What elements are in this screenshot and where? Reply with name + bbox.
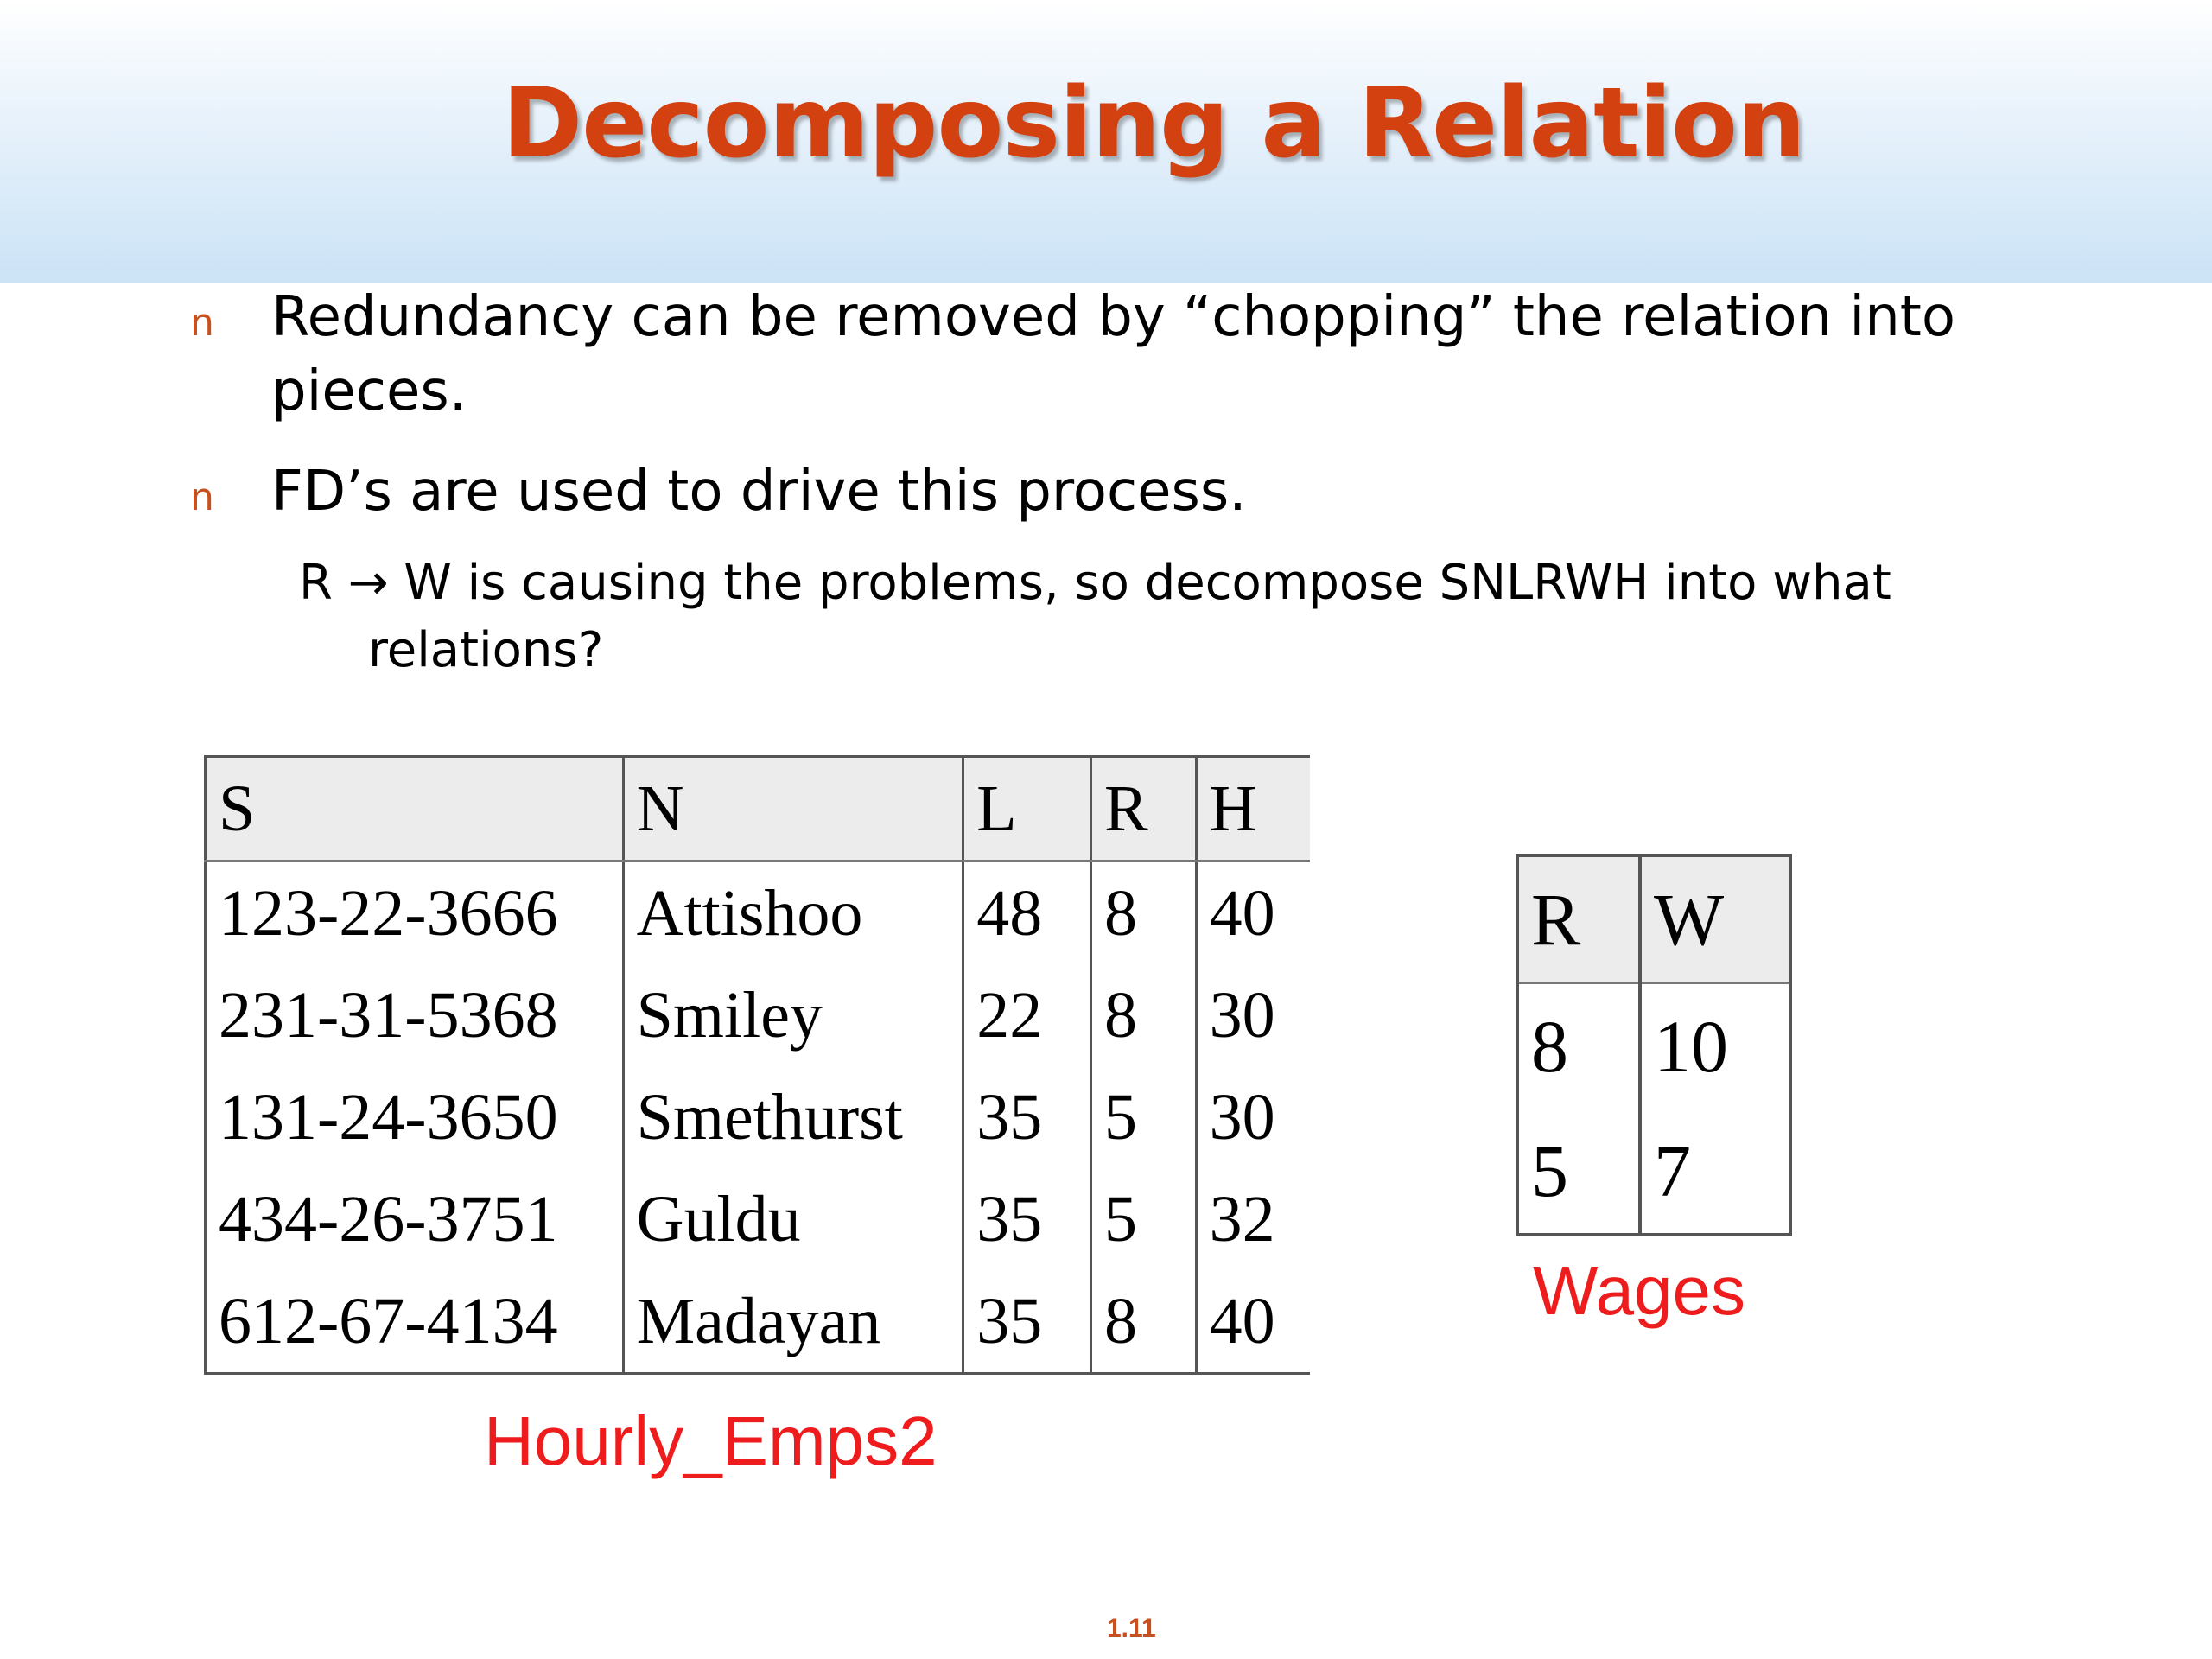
- table-row: [206, 1168, 1311, 1270]
- table-row: [1517, 1109, 1790, 1235]
- table-cell: 131-24-3650: [206, 1066, 624, 1168]
- column-header: R: [1090, 757, 1196, 861]
- table-cell: 35: [963, 1270, 1091, 1374]
- table-cell: 10: [1640, 983, 1790, 1109]
- table-row: [206, 964, 1311, 1066]
- table-row: [206, 1066, 1311, 1168]
- bullet-marker-2: n: [190, 475, 214, 519]
- table-row: [1517, 983, 1790, 1109]
- column-header: R: [1517, 855, 1640, 983]
- table-cell: 48: [963, 861, 1091, 965]
- table-cell: 5: [1090, 1168, 1196, 1270]
- table-header-row: [206, 757, 1311, 861]
- table-cell: Attishoo: [623, 861, 963, 965]
- table-cell: 231-31-5368: [206, 964, 624, 1066]
- table-cell: 5: [1517, 1109, 1640, 1235]
- table-cell: 612-67-4134: [206, 1270, 624, 1374]
- table-row: [206, 1270, 1311, 1374]
- bullet-2-line-1: FD’s are used to drive this process.: [271, 460, 1247, 524]
- table-cell: 5: [1090, 1066, 1196, 1168]
- table-cell: 22: [963, 964, 1091, 1066]
- table-cell: 35: [963, 1168, 1091, 1270]
- sub-bullet-line-1: R → W is causing the problems, so decompose SNLRWH into what: [299, 555, 1891, 611]
- bullet-marker-1: n: [190, 301, 214, 345]
- table-cell: 7: [1640, 1109, 1790, 1235]
- table-cell: 32: [1196, 1168, 1310, 1270]
- column-header: W: [1640, 855, 1790, 983]
- bullet-1-line-2: pieces.: [271, 359, 467, 423]
- table-cell: 35: [963, 1066, 1091, 1168]
- table-cell: Guldu: [623, 1168, 963, 1270]
- table-header-row: [1517, 855, 1790, 983]
- table-cell: 40: [1196, 1270, 1310, 1374]
- table-cell: 8: [1517, 983, 1640, 1109]
- table-cell: 8: [1090, 1270, 1196, 1374]
- hourly-emps2-table: [204, 755, 1310, 1375]
- table-cell: Smethurst: [623, 1066, 963, 1168]
- table-cell: 40: [1196, 861, 1310, 965]
- table-cell: 30: [1196, 1066, 1310, 1168]
- table-cell: 8: [1090, 964, 1196, 1066]
- table-cell: 123-22-3666: [206, 861, 624, 965]
- table-cell: 434-26-3751: [206, 1168, 624, 1270]
- table-cell: Smiley: [623, 964, 963, 1066]
- table-row: [206, 861, 1311, 965]
- wages-caption: Wages: [1533, 1252, 1746, 1329]
- column-header: H: [1196, 757, 1310, 861]
- wages-table: [1516, 854, 1792, 1236]
- table-cell: 30: [1196, 964, 1310, 1066]
- slide-title: Decomposing a Relation: [502, 67, 1805, 180]
- table-cell: Madayan: [623, 1270, 963, 1374]
- column-header: L: [963, 757, 1091, 861]
- bullet-1-line-1: Redundancy can be removed by “chopping” the relation into: [271, 285, 1955, 349]
- column-header: N: [623, 757, 963, 861]
- hourly-emps2-caption: Hourly_Emps2: [484, 1402, 938, 1479]
- table-cell: 8: [1090, 861, 1196, 965]
- sub-bullet-line-2: relations?: [368, 622, 604, 678]
- page-number: 1.11: [1107, 1614, 1156, 1643]
- column-header: S: [206, 757, 624, 861]
